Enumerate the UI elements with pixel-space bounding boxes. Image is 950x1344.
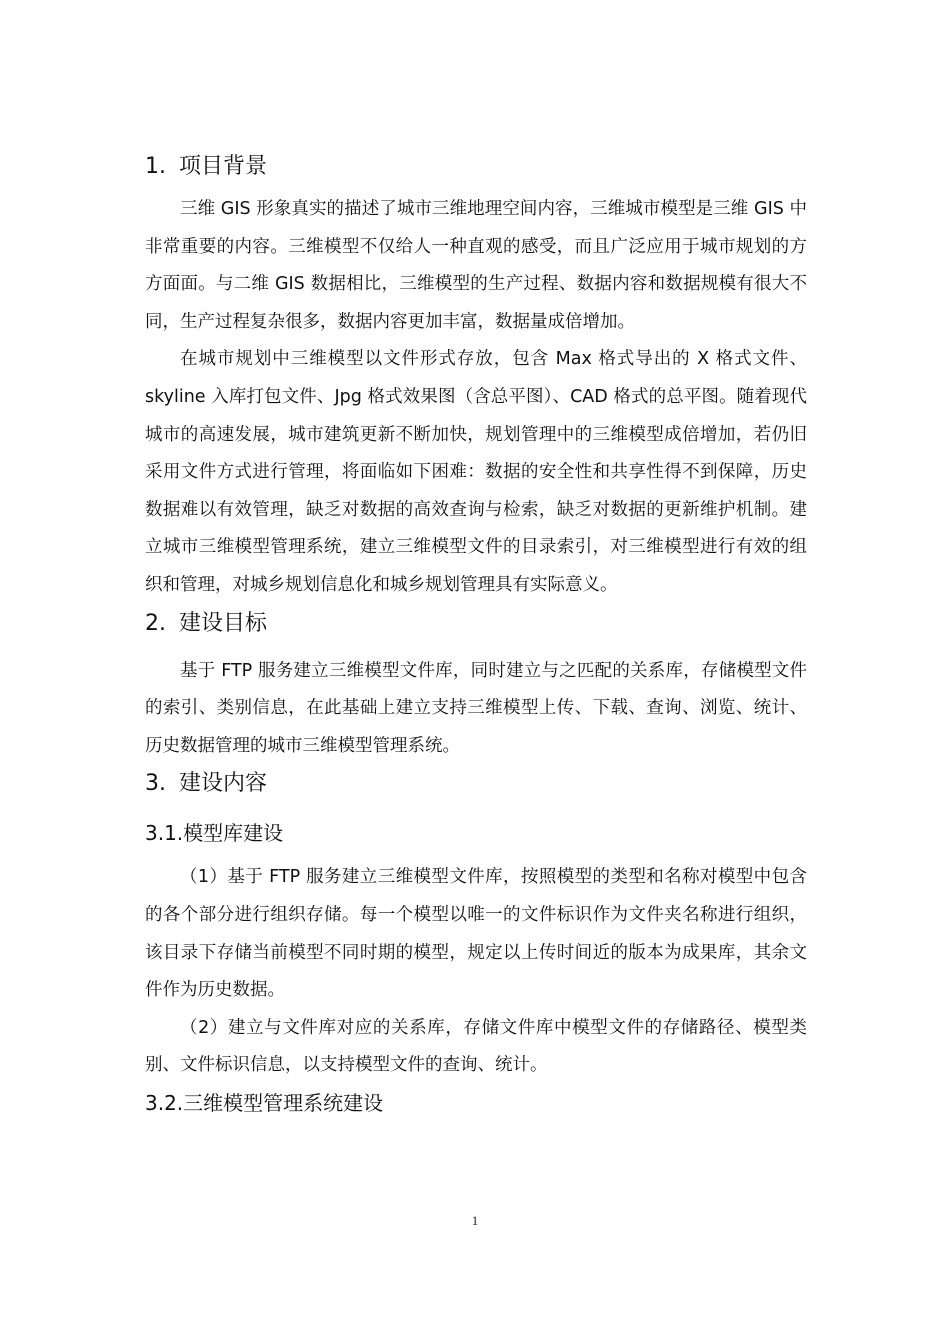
section-heading-construction-content: [145, 765, 807, 803]
paragraph: （1）基于 FTP 服务建立三维模型文件库，按照模型的类型和名称对模型中包含的各个部分进行组织存储。每一个模型以唯一的文件标识作为文件夹名称进行组织，该目录下存储当前模型不同时期的模型，规定以上传时间近的版本为成果库，其余文件作为历史数据。: [145, 867, 807, 1001]
section-title: 建设目标: [179, 610, 268, 636]
section-title: 建设内容: [179, 771, 268, 797]
subsection-heading-management-system: 3.2.三维模型管理系统建设: [145, 1090, 384, 1115]
paragraph: 在城市规划中三维模型以文件形式存放，包含 Max 格式导出的 X 格式文件、skyline 入库打包文件、Jpg 格式效果图（含总平图）、CAD 格式的总平图。随着现代城市的高速发展，城市建筑更新不断加快，规划管理中的三维模型成倍增加，若仍旧采用文件方式进行管理，将面临如下困难：数据的安全性和共享性得不到保障，历史数据难以有效管理，缺乏对数据的高效查询与检索，缺乏对数据的更新维护机制。建立城市三维模型管理系统，建立三维模型文件的目录索引，对三维模型进行有效的组织和管理，对城乡规划信息化和城乡规划管理具有实际意义。: [145, 349, 807, 595]
section-number: 2.: [145, 610, 166, 636]
section-title: 项目背景: [179, 154, 268, 179]
section-number: 1.: [145, 154, 166, 179]
section-heading-project-background: [145, 148, 807, 186]
paragraph: 三维 GIS 形象真实的描述了城市三维地理空间内容，三维城市模型是三维 GIS 中非常重要的内容。三维模型不仅给人一种直观的感受，而且广泛应用于城市规划的方方面面。与二维 GIS 数据相比，三维模型的生产过程、数据内容和数据规模有很大不同，生产过程复杂很多，数据内容更加丰富，数据量成倍增加。: [145, 199, 807, 332]
subsection-heading-model-library: 3.1.模型库建设: [145, 821, 284, 846]
paragraph: 基于 FTP 服务建立三维模型文件库，同时建立与之匹配的关系库，存储模型文件的索引、类别信息，在此基础上建立支持三维模型上传、下载、查询、浏览、统计、历史数据管理的城市三维模型管理系统。: [145, 660, 807, 756]
paragraph: （2）建立与文件库对应的关系库，存储文件库中模型文件的存储路径、模型类别、文件标识信息，以支持模型文件的查询、统计。: [145, 1017, 807, 1076]
page-number: 1: [471, 1213, 479, 1228]
section-number: 3.: [145, 771, 166, 797]
section-heading-construction-goals: [145, 605, 807, 643]
document-body: [145, 148, 807, 1121]
